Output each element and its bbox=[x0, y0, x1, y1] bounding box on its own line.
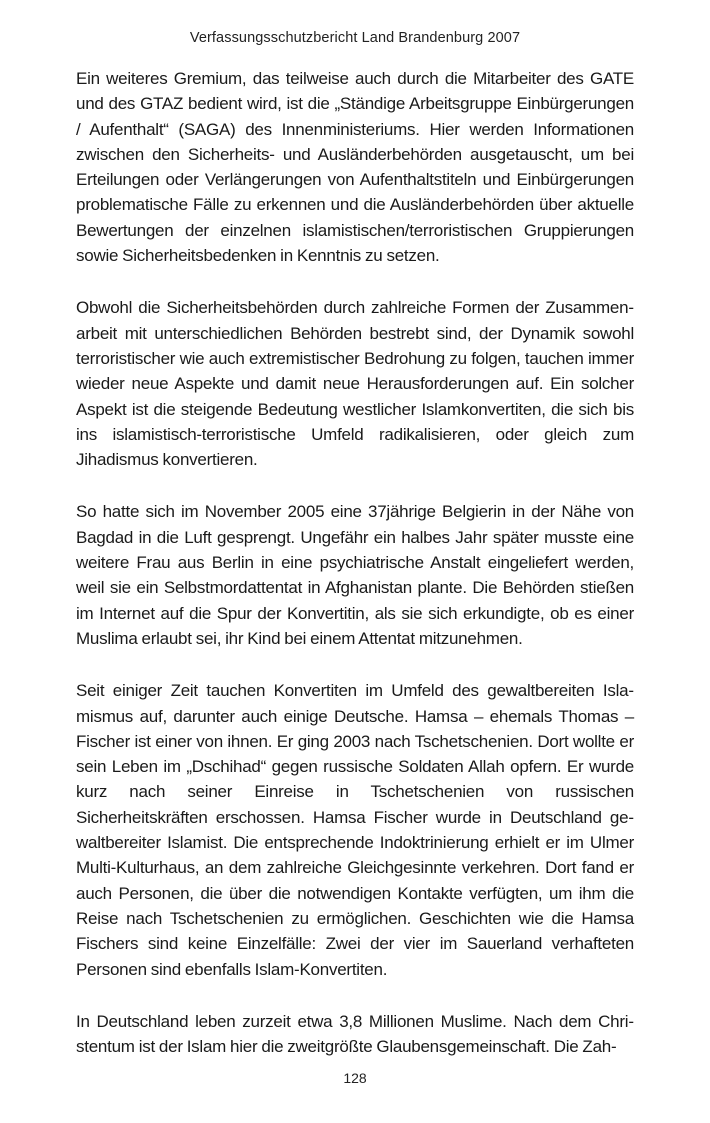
running-header: Verfassungsschutzbericht Land Brandenburg 2007 bbox=[189, 30, 521, 46]
paragraph-belgierin-beispiel: So hatte sich im November 2005 eine 37jährige Belgierin in der Nähe von Bagdad in die Luft gesprengt. Ungefähr ein halbes Jahr später musste eine weitere Frau aus Berlin in eine psychiatrische Anstalt eingeliefert werden, weil sie ein Selbstmordattentat in Afghanistan plante. Die Behörden stießen im Internet auf die Spur der Konvertitin, als sie sich erkundigte, ob es einer Muslima erlaubt sei, ihr Kind bei einem Attentat mitzunehmen. bbox=[76, 502, 634, 648]
paragraph-muslime-deutschland: In Deutschland leben zurzeit etwa 3,8 Millionen Muslime. Nach dem Christentum ist der Islam hier die zweitgrößte Glaubensgemeinschaft. Die Zah- bbox=[76, 1011, 634, 1057]
paragraph-gremium-saga: Ein weiteres Gremium, das teilweise auch durch die Mitarbeiter des GATE und des GTAZ bedient wird, ist die „Ständige Arbeitsgruppe Einbürgerungen / Aufenthalt“ (SAGA) des Innenministeriums. Hier werden Informationen zwischen den Sicherheits- und Ausländerbehörden ausgetauscht, um bei Erteilungen oder Verlängerungen von Aufenthaltstiteln und Einbürgerungen problematische Fälle zu erkennen und die Ausländerbehörden über aktuelle Bewertungen der einzelnen islamistischen/terroristischen Gruppierungen sowie Sicherheitsbedenken in Kenntnis zu setzen. bbox=[76, 69, 634, 266]
paragraph-islamkonvertiten: Obwohl die Sicherheitsbehörden durch zahlreiche Formen der Zusammenarbeit mit unterschiedlichen Behörden bestrebt sind, der Dynamik sowohl terroristischer wie auch extremistischer Bedrohung zu folgen, tauchen immer wieder neue Aspekte und damit neue Herausforderungen auf. Ein solcher Aspekt ist die steigende Bedeutung westlicher Islamkonvertiten, die sich bis ins islamistisch-terroristische Umfeld radikalisieren, oder gleich zum Jihadismus konvertieren. bbox=[76, 298, 634, 470]
paragraph-hamsa-fischer: Seit einiger Zeit tauchen Konvertiten im Umfeld des gewaltbereiten Islamismus auf, darunter auch einige Deutsche. Hamsa – ehemals Thomas – Fischer ist einer von ihnen. Er ging 2003 nach Tschetschenien. Dort wollte er sein Leben im „Dschihad“ gegen russische Soldaten Allah opfern. Er wurde kurz nach seiner Einreise in Tschetschenien von russischen Sicherheitskräften erschossen. Hamsa Fischer wurde in Deutschland gewaltbereiter Islamist. Die entsprechende Indoktrinierung erhielt er im Ulmer Multi-Kulturhaus, an dem zahlreiche Gleichgesinnte verkehren. Dort fand er auch Personen, die über die notwendigen Kontakte verfügten, um ihm die Reise nach Tschetschenien zu ermöglichen. Geschichten wie die Hamsa Fischers sind keine Einzelfälle: Zwei der vier im Sauerland verhafteten Personen sind ebenfalls Islam-Konvertiten. bbox=[76, 681, 634, 979]
body-text bbox=[76, 66, 634, 1086]
page-number: 128 bbox=[343, 1070, 367, 1086]
